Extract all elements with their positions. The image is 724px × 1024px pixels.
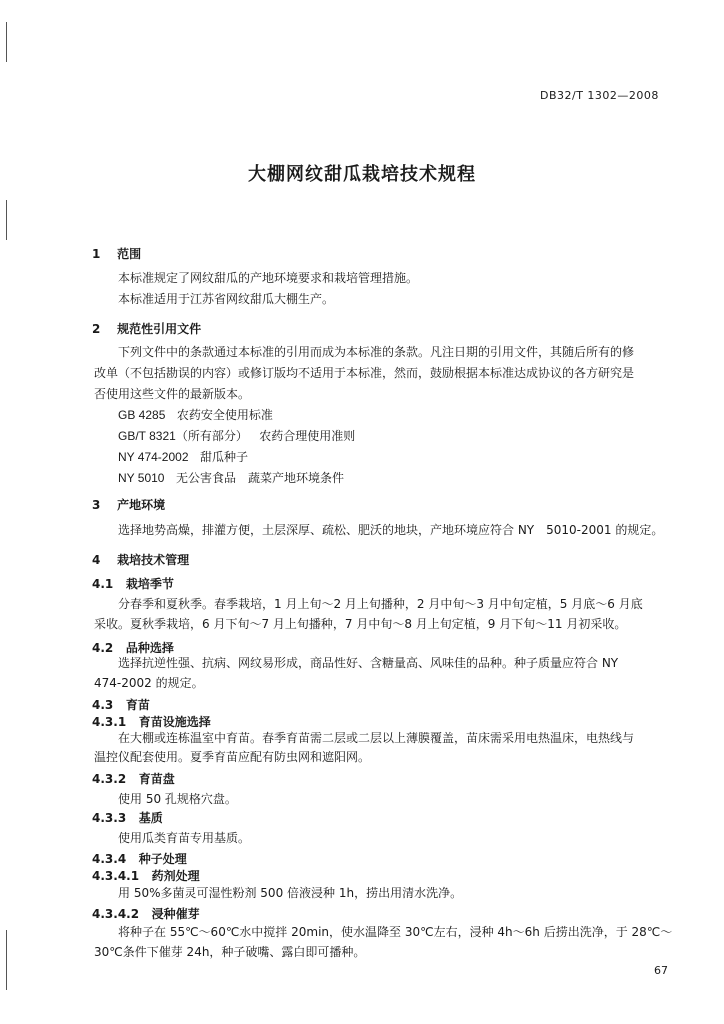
- subsection-number: 4.2: [92, 641, 114, 655]
- section-number: 2: [92, 322, 101, 336]
- section-heading: [92, 497, 165, 513]
- paragraph: 选择抗逆性强、抗病、网纹易形成，商品性好、含糖量高、风味佳的品种。种子质量应符合 NY: [118, 656, 619, 670]
- paragraph: 用 50%多菌灵可湿性粉剂 500 倍液浸种 1h，捞出用清水洗净。: [118, 886, 463, 900]
- reference-name: 农药安全使用标准: [176, 408, 273, 422]
- subsection-heading: [92, 810, 163, 826]
- section-title: 规范性引用文件: [117, 322, 202, 336]
- reference-name: 农药合理使用准则: [259, 429, 356, 443]
- paragraph: 温控仪配套使用。夏季育苗应配有防虫网和遮阳网。: [94, 750, 371, 764]
- paragraph: 下列文件中的条款通过本标准的引用而成为本标准的条款。凡注日期的引用文件，其随后所有的修: [118, 345, 635, 359]
- subsection-heading: [92, 868, 200, 884]
- paragraph: 选择地势高燥，排灌方便，土层深厚、疏松、肥沃的地块，产地环境应符合 NY 5010-2001 的规定。: [118, 523, 664, 537]
- reference-name: 无公害食品 蔬菜产地环境条件: [175, 471, 344, 485]
- subsection-title: 品种选择: [125, 641, 174, 655]
- reference-code: NY 5010: [118, 471, 165, 485]
- reference-code: GB 4285: [118, 408, 166, 422]
- standard-code: DB32/T 1302—2008: [540, 89, 659, 102]
- scan-edge-mark: [6, 22, 7, 62]
- subsection-title: 种子处理: [138, 852, 187, 866]
- subsection-heading: [92, 576, 174, 592]
- document-title: 大棚网纹甜瓜栽培技术规程: [248, 164, 476, 185]
- subsection-heading: [92, 697, 150, 713]
- subsection-title: 药剂处理: [151, 869, 200, 883]
- subsection-heading: [92, 640, 174, 656]
- subsection-heading: [92, 771, 175, 787]
- paragraph: 474-2002 的规定。: [94, 676, 204, 690]
- subsection-heading: [92, 906, 200, 922]
- section-number: 4: [92, 553, 101, 567]
- paragraph: 使用 50 孔规格穴盘。: [118, 792, 237, 806]
- page-number: 67: [654, 964, 668, 977]
- scan-edge-mark: [6, 930, 7, 990]
- reference-code: GB/T 8321（所有部分）: [118, 429, 248, 443]
- paragraph: 将种子在 55℃～60℃水中搅拌 20min，使水温降至 30℃左右，浸种 4h～6h 后捞出洗净，于 28℃～: [118, 925, 673, 939]
- subsection-heading: [92, 851, 187, 867]
- scan-edge-mark: [6, 200, 7, 240]
- section-heading: [92, 552, 189, 568]
- subsection-number: 4.3: [92, 698, 114, 712]
- subsection-number: 4.3.4.2: [92, 907, 140, 921]
- subsection-title: 栽培季节: [125, 577, 174, 591]
- reference-name: 甜瓜种子: [199, 450, 248, 464]
- reference-item: [118, 428, 355, 444]
- reference-code: NY 474-2002: [118, 450, 189, 464]
- paragraph: 改单（不包括勘误的内容）或修订版均不适用于本标准，然而，鼓励根据本标准达成协议的各方研究是: [94, 366, 635, 380]
- subsection-number: 4.3.4: [92, 852, 127, 866]
- subsection-number: 4.3.3: [92, 811, 127, 825]
- section-heading: [92, 321, 201, 337]
- subsection-number: 4.3.1: [92, 715, 127, 729]
- subsection-title: 育苗设施选择: [138, 715, 211, 729]
- subsection-number: 4.3.4.1: [92, 869, 140, 883]
- subsection-title: 育苗盘: [138, 772, 175, 786]
- section-title: 栽培技术管理: [117, 553, 190, 567]
- paragraph: 在大棚或连栋温室中育苗。春季育苗需二层或二层以上薄膜覆盖，苗床需采用电热温床，电热线与: [118, 731, 635, 745]
- reference-item: [118, 449, 248, 465]
- subsection-title: 基质: [138, 811, 163, 825]
- paragraph: 本标准适用于江苏省网纹甜瓜大棚生产。: [118, 292, 335, 306]
- subsection-number: 4.3.2: [92, 772, 127, 786]
- subsection-number: 4.1: [92, 577, 114, 591]
- paragraph: 分春季和夏秋季。春季栽培，1 月上旬～2 月上旬播种，2 月中旬～3 月中旬定植，5 月底～6 月底: [118, 597, 643, 611]
- reference-item: [118, 407, 273, 423]
- subsection-title: 育苗: [125, 698, 150, 712]
- section-number: 3: [92, 498, 101, 512]
- section-title: 范围: [117, 247, 142, 261]
- section-number: 1: [92, 247, 101, 261]
- paragraph: 否使用这些文件的最新版本。: [94, 387, 251, 401]
- paragraph: 采收。夏秋季栽培，6 月下旬～7 月上旬播种，7 月中旬～8 月上旬定植，9 月下旬～11 月初采收。: [94, 617, 627, 631]
- subsection-heading: [92, 714, 211, 730]
- paragraph: 使用瓜类育苗专用基质。: [118, 831, 251, 845]
- reference-item: [118, 470, 344, 486]
- section-title: 产地环境: [117, 498, 166, 512]
- subsection-title: 浸种催芽: [151, 907, 200, 921]
- paragraph: 本标准规定了网纹甜瓜的产地环境要求和栽培管理措施。: [118, 271, 419, 285]
- paragraph: 30℃条件下催芽 24h，种子破嘴、露白即可播种。: [94, 945, 366, 959]
- section-heading: [92, 246, 141, 262]
